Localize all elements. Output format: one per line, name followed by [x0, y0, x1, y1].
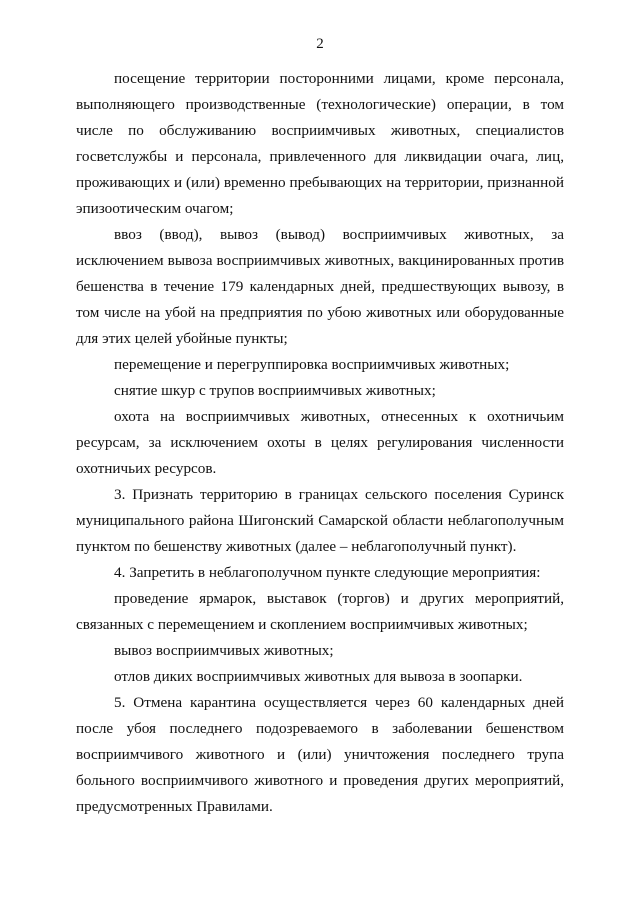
- page-number: 2: [316, 36, 324, 52]
- paragraph-relocation: перемещение и перегруппировка восприимчивых животных;: [114, 356, 510, 373]
- paragraph-import-export: ввоз (ввод), вывоз (вывод) восприимчивых животных, за исключением вывоза восприимчивых животных, вакцинированных против бешенства в течение 179 календарных дней, предшествующих вывозу, в том числе на убой на предприятия по убою животных или оборудованные для этих целей убойные пункты;: [76, 226, 564, 347]
- paragraph-item-4: 4. Запретить в неблагополучном пункте следующие мероприятия:: [114, 564, 541, 581]
- paragraph-visit-restriction: посещение территории посторонними лицами, кроме персонала, выполняющего производственные (технологические) операции, в том числе по обслуживанию восприимчивых животных, специалистов госветслужбы и персонала, привлеченного для ликвидации очага, лиц, проживающих и (или) временно пребывающих на территории, признанной эпизоотическим очагом;: [76, 70, 564, 217]
- paragraph-wild-capture: отлов диких восприимчивых животных для вывоза в зоопарки.: [114, 668, 523, 685]
- document-body: [76, 66, 564, 820]
- paragraph-item-5: 5. Отмена карантина осуществляется через 60 календарных дней после убоя последнего подозреваемого в заболевании бешенством восприимчивого животного и (или) уничтожения последнего трупа больного восприимчивого животного и проведения других мероприятий, предусмотренных Правилами.: [76, 694, 564, 815]
- paragraph-skinning: снятие шкур с трупов восприимчивых животных;: [114, 382, 436, 399]
- paragraph-item-3: 3. Признать территорию в границах сельского поселения Суринск муниципального района Шигонский Самарской области неблагополучным пунктом по бешенству животных (далее – неблагополучный пункт).: [76, 486, 564, 555]
- paragraph-export-animals: вывоз восприимчивых животных;: [114, 642, 334, 659]
- paragraph-fairs: проведение ярмарок, выставок (торгов) и других мероприятий, связанных с перемещением и скоплением восприимчивых животных;: [76, 590, 564, 633]
- paragraph-hunting: охота на восприимчивых животных, отнесенных к охотничьим ресурсам, за исключением охоты в целях регулирования численности охотничьих ресурсов.: [76, 408, 564, 477]
